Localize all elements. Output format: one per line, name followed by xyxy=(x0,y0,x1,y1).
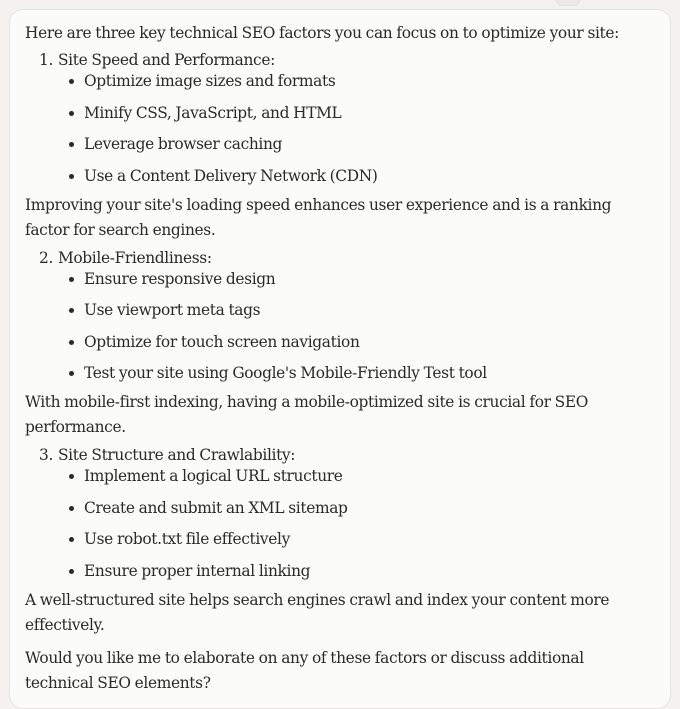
list-item-text: Ensure responsive design xyxy=(84,269,276,288)
list-item xyxy=(69,466,656,487)
bullet-list xyxy=(25,466,656,582)
list-item xyxy=(69,103,656,124)
list-item xyxy=(69,269,656,290)
section-title xyxy=(25,50,656,71)
bullet-icon xyxy=(69,340,74,345)
section-site-structure xyxy=(25,445,656,582)
list-item-text: Use robot.txt file effectively xyxy=(84,530,290,548)
list-item xyxy=(69,498,656,519)
intro-text: Here are three key technical SEO factors you can focus on to optimize your site: xyxy=(25,24,619,42)
section-summary: Improving your site's loading speed enhances user experience and is a ranking factor for search engines. xyxy=(25,195,612,239)
bullet-icon xyxy=(69,569,74,574)
bullet-list xyxy=(25,269,656,385)
list-item-text: Optimize for touch screen navigation xyxy=(84,332,360,351)
list-item xyxy=(69,300,656,321)
list-item-text: Use a Content Delivery Network (CDN) xyxy=(84,166,378,185)
list-item xyxy=(69,561,656,582)
bullet-icon xyxy=(69,308,74,313)
list-item-text: Optimize image sizes and formats xyxy=(84,72,336,90)
assistant-message-card xyxy=(9,9,671,709)
section-title xyxy=(25,445,656,466)
list-item xyxy=(69,71,656,92)
bullet-icon xyxy=(69,474,74,479)
list-item-text: Leverage browser caching xyxy=(84,135,283,153)
list-item-text: Ensure proper internal linking xyxy=(84,561,311,580)
bullet-icon xyxy=(69,537,74,542)
list-item xyxy=(69,363,656,384)
section-title-text: Mobile-Friendliness: xyxy=(57,248,212,267)
closing-question: Would you like me to elaborate on any of these factors or discuss additional technical SEO elements? xyxy=(25,648,584,692)
message-action-tab[interactable] xyxy=(556,0,580,6)
list-item xyxy=(69,332,656,353)
section-number: 1. xyxy=(39,51,53,69)
bullet-icon xyxy=(69,506,74,511)
section-site-speed xyxy=(25,50,656,187)
section-mobile-friendliness xyxy=(25,248,656,385)
section-title-text: Site Structure and Crawlability: xyxy=(57,446,296,464)
section-number: 2. xyxy=(39,248,53,267)
list-item xyxy=(69,166,656,187)
section-title xyxy=(25,248,656,269)
list-item-text: Implement a logical URL structure xyxy=(84,467,343,485)
bullet-icon xyxy=(69,79,74,84)
bullet-icon xyxy=(69,174,74,179)
list-item-text: Use viewport meta tags xyxy=(84,301,261,319)
list-item xyxy=(69,134,656,155)
bullet-icon xyxy=(69,371,74,376)
bullet-list xyxy=(25,71,656,187)
bullet-icon xyxy=(69,277,74,282)
list-item-text: Minify CSS, JavaScript, and HTML xyxy=(84,103,342,122)
section-summary: A well-structured site helps search engines crawl and index your content more effectively. xyxy=(25,590,610,634)
list-item-text: Create and submit an XML sitemap xyxy=(84,498,348,517)
section-title-text: Site Speed and Performance: xyxy=(57,51,275,69)
section-number: 3. xyxy=(39,446,53,464)
list-item xyxy=(69,529,656,550)
bullet-icon xyxy=(69,111,74,116)
bullet-icon xyxy=(69,142,74,147)
list-item-text: Test your site using Google's Mobile-Friendly Test tool xyxy=(84,364,487,382)
section-summary: With mobile-first indexing, having a mobile-optimized site is crucial for SEO performance. xyxy=(25,393,589,436)
